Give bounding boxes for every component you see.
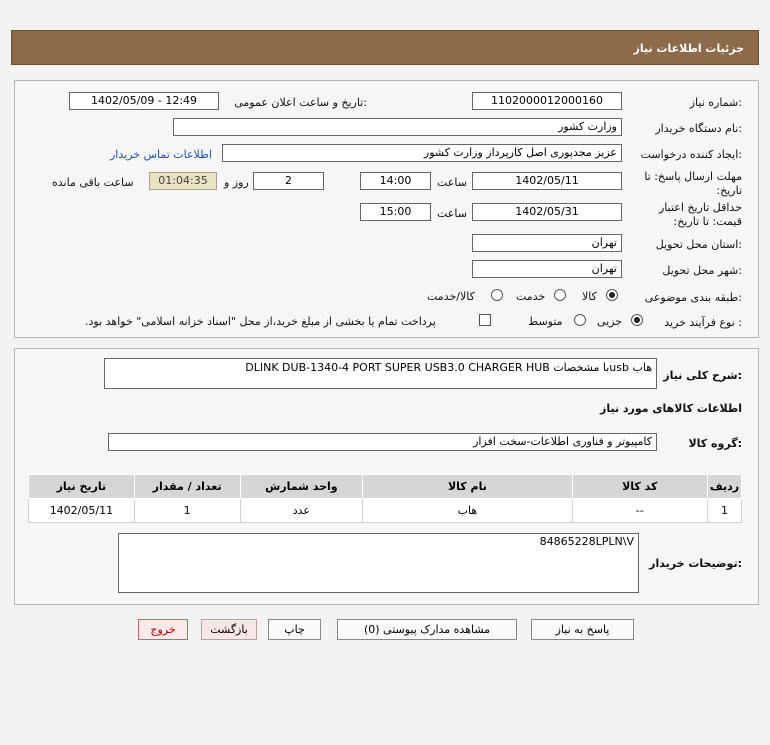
purchase-radio-minor[interactable] xyxy=(631,314,643,326)
table-row xyxy=(29,499,742,523)
cell-date: 1402/05/11 xyxy=(29,499,135,523)
treasury-payment-note: پرداخت تمام یا بخشی از مبلغ خرید،از محل "اسناد خزانه اسلامی" خواهد بود. xyxy=(85,315,436,328)
col-code: کد کالا xyxy=(572,475,707,499)
city-label: شهر محل تحویل: xyxy=(662,264,742,277)
province-label: استان محل تحویل: xyxy=(655,238,742,251)
summary-label: شرح کلی نیاز: xyxy=(663,369,742,382)
days-field: 2 xyxy=(253,172,324,190)
deadline-label: مهلت ارسال پاسخ: تا تاریخ: xyxy=(644,170,742,197)
announce-field: 1402/05/09 - 12:49 xyxy=(69,92,219,110)
goods-table xyxy=(28,474,742,523)
buyer-org-field: وزارت کشور xyxy=(173,118,622,136)
announce-label: تاریخ و ساعت اعلان عمومی: xyxy=(234,96,367,109)
cell-unit: عدد xyxy=(240,499,363,523)
need-number-field: 1102000012000160 xyxy=(472,92,622,110)
validity-date-field: 1402/05/31 xyxy=(472,203,622,221)
creator-field: عزیز مجدپوری اصل کارپرداز وزارت کشور xyxy=(222,144,622,162)
buyer-notes-label: توضیحات خریدار: xyxy=(649,557,742,570)
col-qty: تعداد / مقدار xyxy=(134,475,240,499)
province-field: تهران xyxy=(472,234,622,252)
col-unit: واحد شمارش xyxy=(240,475,363,499)
purchase-radio-medium[interactable] xyxy=(574,314,586,326)
category-option-service: خدمت xyxy=(516,290,546,303)
reply-button[interactable]: پاسخ به نیاز xyxy=(531,619,634,640)
deadline-date-field: 1402/05/11 xyxy=(472,172,622,190)
buyer-org-label: نام دستگاه خریدار: xyxy=(655,122,742,135)
col-date: تاریخ نیاز xyxy=(29,475,135,499)
page-title: جزئیات اطلاعات نیاز xyxy=(633,42,744,55)
purchase-type-label: نوع فرآیند خرید : xyxy=(664,316,742,329)
validity-label: حداقل تاریخ اعتبار قیمت: تا تاریخ: xyxy=(658,201,742,228)
page-header xyxy=(11,30,759,65)
validity-time-field: 15:00 xyxy=(360,203,431,221)
city-field: تهران xyxy=(472,260,622,278)
category-label: طبقه بندی موضوعی: xyxy=(644,291,742,304)
cell-row: 1 xyxy=(707,499,741,523)
category-radio-goods[interactable] xyxy=(606,289,618,301)
treasury-payment-checkbox[interactable] xyxy=(479,314,491,326)
days-label: روز و xyxy=(224,176,249,189)
deadline-time-field: 14:00 xyxy=(360,172,431,190)
category-radio-service[interactable] xyxy=(554,289,566,301)
creator-label: ایجاد کننده درخواست: xyxy=(640,148,742,161)
buyer-contact-link[interactable]: اطلاعات تماس خریدار xyxy=(110,148,212,161)
cell-name: هاب xyxy=(363,499,572,523)
col-name: نام کالا xyxy=(363,475,572,499)
attachments-button[interactable]: مشاهده مدارک پیوستی (0) xyxy=(337,619,517,640)
print-button[interactable]: چاپ xyxy=(268,619,321,640)
remaining-time-field: 01:04:35 xyxy=(149,172,217,190)
exit-button[interactable]: خروج xyxy=(138,619,188,640)
need-number-label: شماره نیاز: xyxy=(689,96,742,109)
goods-info-title: اطلاعات کالاهای مورد نیاز xyxy=(600,402,742,415)
cell-qty: 1 xyxy=(134,499,240,523)
goods-group-label: گروه کالا: xyxy=(688,437,742,450)
category-radio-goods-service[interactable] xyxy=(491,289,503,301)
table-header-row xyxy=(29,475,742,499)
back-button[interactable]: بازگشت xyxy=(201,619,257,640)
purchase-option-minor: جزیی xyxy=(597,315,623,328)
cell-code: -- xyxy=(572,499,707,523)
goods-group-field: کامپیوتر و فناوری اطلاعات-سخت افزار xyxy=(108,433,657,451)
buyer-notes-field: 84865228LPLN\V xyxy=(118,533,639,593)
remaining-label: ساعت باقی مانده xyxy=(52,176,134,189)
col-row: ردیف xyxy=(707,475,741,499)
validity-time-label: ساعت xyxy=(437,207,467,220)
deadline-time-label: ساعت xyxy=(437,176,467,189)
summary-field: هاب usbبا مشخصات DLINK DUB-1340-4 PORT SUPER USB3.0 CHARGER HUB xyxy=(104,358,657,389)
category-option-goods-service: کالا/خدمت xyxy=(427,290,475,303)
category-option-goods: کالا xyxy=(582,290,597,303)
purchase-option-medium: متوسط xyxy=(528,315,563,328)
